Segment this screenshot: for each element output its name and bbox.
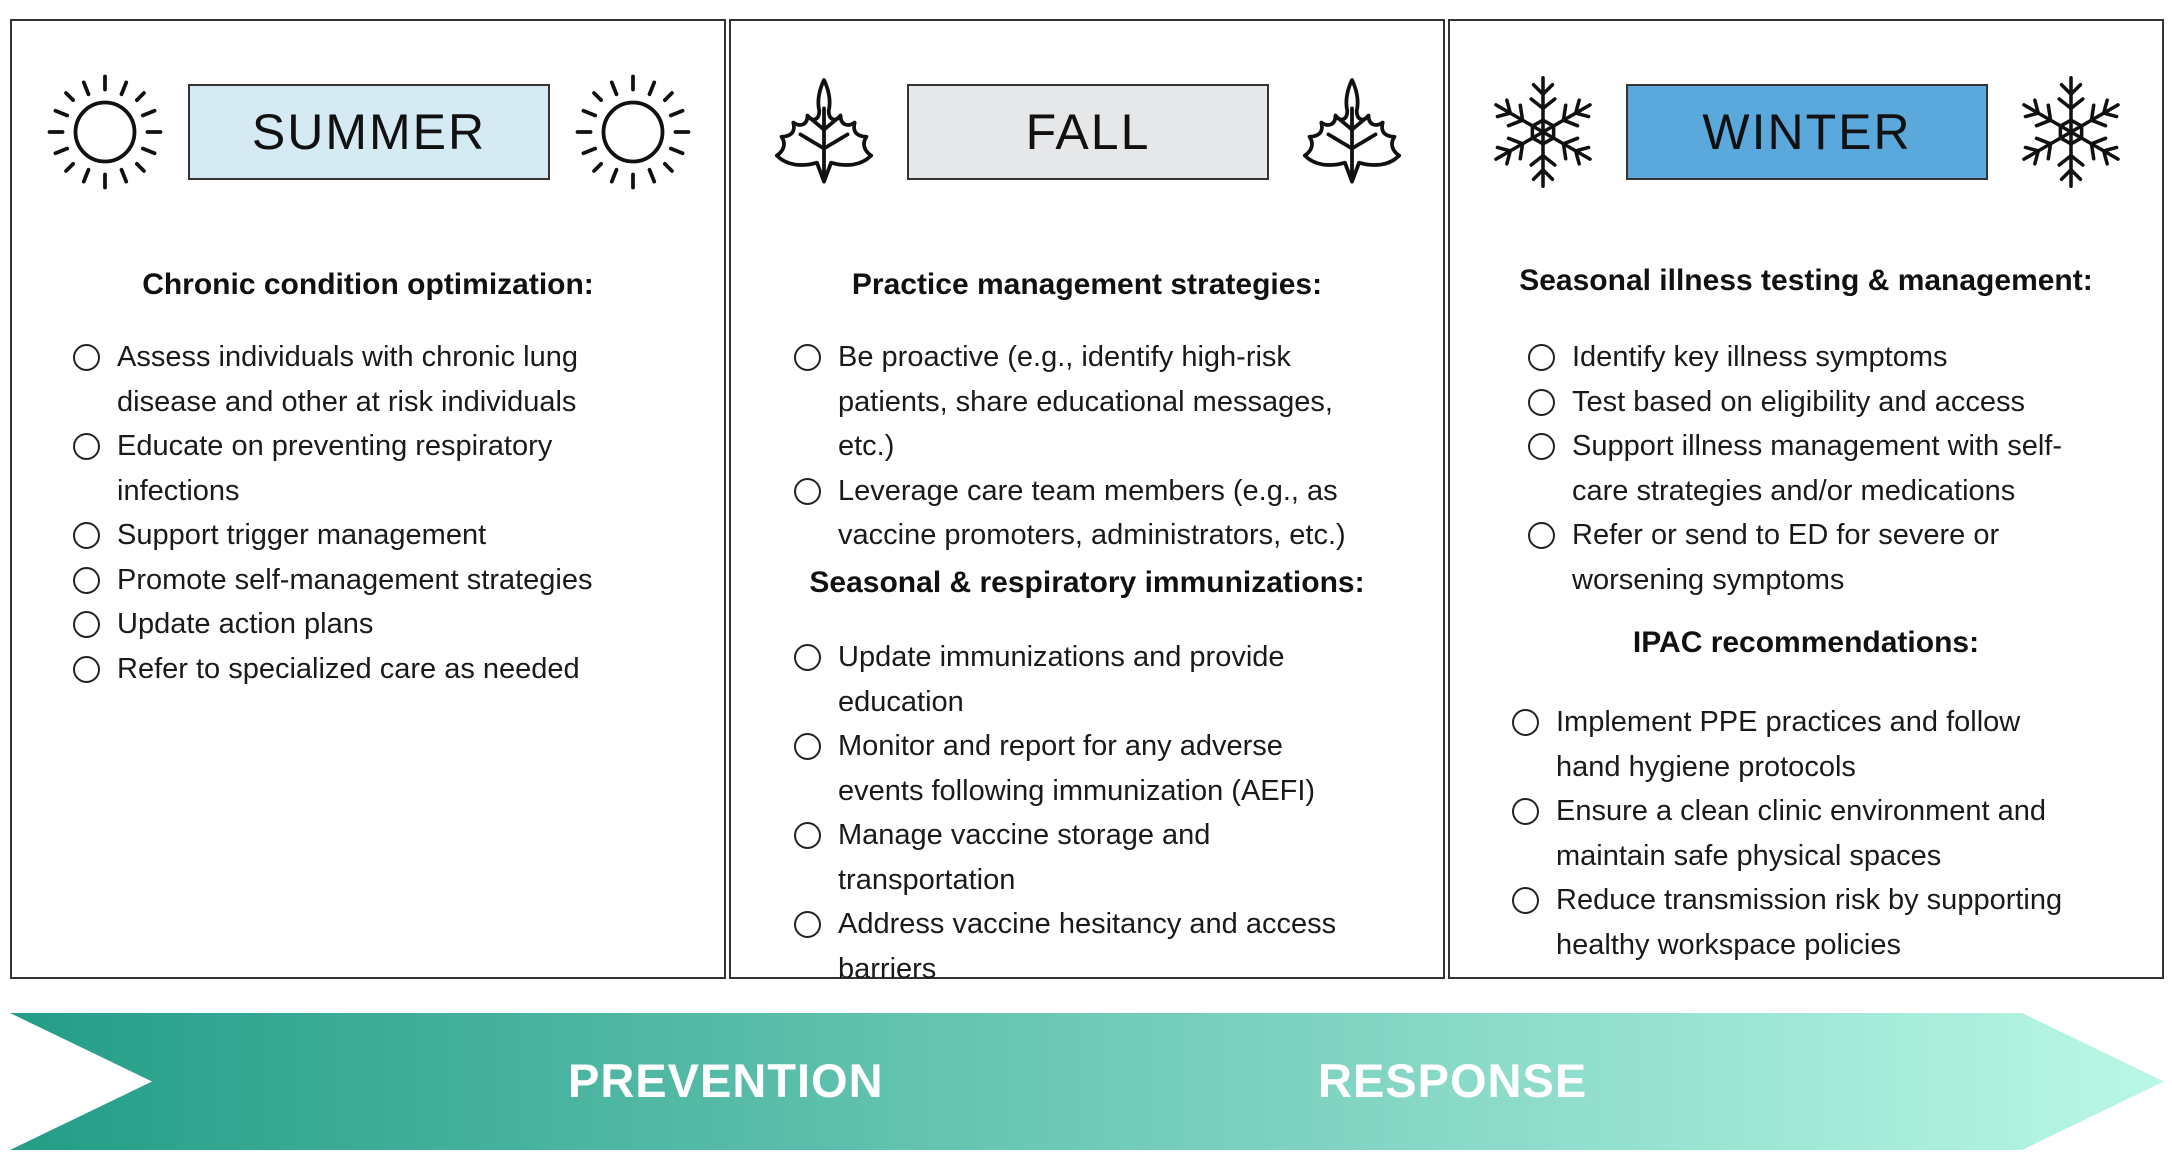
sun-icon (46, 73, 164, 191)
circle-bullet-icon (73, 567, 100, 594)
checklist-item-text: Identify key illness symptoms (1572, 341, 1948, 373)
sun-icon (574, 73, 692, 191)
checklist-item (794, 469, 1346, 558)
checklist-item (794, 635, 1336, 724)
checklist-item-text: healthy workspace policies (1556, 928, 1901, 961)
checklist-item-text: Refer to specialized care as needed (117, 652, 580, 685)
checklist-item-text: Refer or send to ED for severe or (1572, 519, 2000, 551)
circle-bullet-icon (1528, 522, 1555, 549)
checklist-item-text: Address vaccine hesitancy and access (838, 908, 1337, 940)
circle-bullet-icon (1528, 433, 1555, 460)
checklist-item-text: etc.) (838, 430, 895, 462)
checklist-item-text: maintain safe physical spaces (1556, 839, 1942, 872)
circle-bullet-icon (794, 822, 821, 849)
checklist (73, 335, 593, 691)
snowflake-icon (2012, 73, 2130, 191)
checklist (1528, 335, 2062, 602)
checklist-item (73, 335, 593, 424)
checklist (1512, 700, 2062, 967)
circle-bullet-icon (73, 433, 100, 460)
section-heading: IPAC recommendations: (1632, 626, 1980, 659)
winter-panel (1448, 19, 2164, 979)
checklist-item (794, 724, 1336, 813)
checklist-item-text: Be proactive (e.g., identify high-risk (838, 341, 1291, 373)
checklist-item (794, 902, 1336, 991)
circle-bullet-icon (73, 344, 100, 371)
checklist (794, 335, 1346, 558)
checklist-item-text: patients, share educational messages, (838, 385, 1333, 418)
checklist-item-text: Promote self-management strategies (117, 563, 593, 596)
checklist-item-text: education (838, 685, 964, 718)
snowflake-icon (1484, 73, 1602, 191)
checklist-item (73, 558, 593, 603)
checklist-item-text: transportation (838, 863, 1016, 896)
checklist-item-text: Monitor and report for any adverse (838, 730, 1283, 762)
circle-bullet-icon (1512, 709, 1539, 736)
maple-leaf-icon (765, 73, 883, 191)
circle-bullet-icon (1528, 389, 1555, 416)
checklist-item-text: hand hygiene protocols (1556, 750, 1856, 783)
checklist-item-text: Manage vaccine storage and (838, 819, 1211, 851)
maple-leaf-icon (1293, 73, 1411, 191)
checklist-item-text: vaccine promoters, administrators, etc.) (838, 519, 1346, 551)
response-label: RESPONSE (1318, 1054, 1588, 1107)
checklist-item-text: infections (117, 474, 240, 507)
checklist-item (1512, 700, 2062, 789)
checklist-item-text: worsening symptoms (1572, 563, 1845, 596)
checklist (794, 635, 1336, 991)
circle-bullet-icon (73, 656, 100, 683)
checklist-item-text: barriers (838, 952, 937, 985)
checklist-item (1528, 513, 2062, 602)
checklist-item-text: events following immunization (AEFI) (838, 774, 1316, 807)
checklist-item-text: Update action plans (117, 608, 374, 640)
checklist-item-text: Test based on eligibility and access (1572, 385, 2025, 418)
progress-arrow (10, 1013, 2164, 1150)
checklist-item (1512, 878, 2062, 967)
checklist-item-text: Support illness management with self- (1572, 430, 2063, 462)
checklist-item-text: Implement PPE practices and follow (1556, 706, 2021, 738)
checklist-item (73, 513, 593, 558)
checklist-item-text: care strategies and/or medications (1572, 474, 2016, 507)
circle-bullet-icon (794, 478, 821, 505)
section-heading: Chronic condition optimization: (142, 268, 594, 301)
circle-bullet-icon (1528, 344, 1555, 371)
checklist-item (73, 647, 593, 692)
section-heading: Seasonal & respiratory immunizations: (809, 566, 1365, 599)
checklist-item-text: Leverage care team members (e.g., as (838, 474, 1338, 507)
fall-panel (729, 19, 1445, 985)
circle-bullet-icon (73, 611, 100, 638)
circle-bullet-icon (794, 344, 821, 371)
checklist-item (1528, 424, 2062, 513)
circle-bullet-icon (794, 644, 821, 671)
checklist-item-text: disease and other at risk individuals (117, 385, 577, 418)
checklist-item-text: Ensure a clean clinic environment and (1556, 795, 2047, 827)
checklist-item (73, 424, 593, 513)
winter-title: WINTER (1626, 84, 1988, 180)
circle-bullet-icon (794, 911, 821, 938)
circle-bullet-icon (1512, 887, 1539, 914)
checklist-item-text: Assess individuals with chronic lung (117, 341, 578, 373)
checklist-item (794, 335, 1346, 469)
checklist-item (1528, 380, 2062, 425)
summer-panel (10, 19, 726, 979)
checklist-item (1512, 789, 2062, 878)
fall-title: FALL (907, 84, 1269, 180)
checklist-item-text: Update immunizations and provide (838, 641, 1285, 673)
prevention-label: PREVENTION (568, 1054, 884, 1107)
summer-title: SUMMER (188, 84, 550, 180)
checklist-item-text: Support trigger management (117, 519, 487, 551)
section-heading: Seasonal illness testing & management: (1519, 264, 2093, 297)
checklist-item-text: Reduce transmission risk by supporting (1556, 884, 2063, 916)
checklist-item-text: Educate on preventing respiratory (117, 430, 553, 462)
circle-bullet-icon (73, 522, 100, 549)
circle-bullet-icon (794, 733, 821, 760)
checklist-item (1528, 335, 2062, 380)
checklist-item (794, 813, 1336, 902)
circle-bullet-icon (1512, 798, 1539, 825)
section-heading: Practice management strategies: (851, 268, 1323, 301)
checklist-item (73, 602, 593, 647)
